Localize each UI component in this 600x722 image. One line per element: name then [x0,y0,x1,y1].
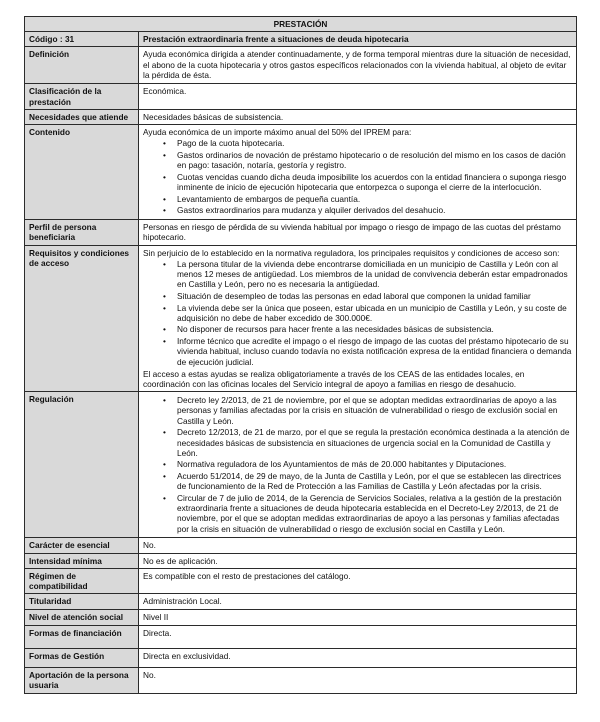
list-item: • Levantamiento de embargos de pequeña cuantía. [177,194,572,204]
title-cell: Prestación extraordinaria frente a situaciones de deuda hipotecaria [139,32,577,47]
list-item: • Gastos ordinarios de novación de préstamo hipotecario o de resolución del mismo en los casos de dación en pago: tasación, notaría, gestoría y registro. [177,150,572,170]
list-item: • Pago de la cuota hipotecaria. [177,138,572,148]
list-item: • La persona titular de la vivienda debe encontrarse domiciliada en un municipio de Castilla y León con al menos 12 meses de antigüedad. Los miembros de la unidad de convivencia deberán estar empadronados en Castilla y León, pero no es necesaria la antigüedad. [177,259,572,290]
value-requisitos [139,245,577,392]
prestacion-sheet [24,16,576,694]
row-intensidad [25,553,577,568]
value-aportacion: No. [139,668,577,693]
list-item: • Cuotas vencidas cuando dicha deuda imposibilite los acuerdos con la entidad financiera o suponga riesgo inminente de inicio de ejecución hipotecaria que entorpezca o suponga el cierre de la interlocución. [177,172,572,192]
label-titularidad: Titularidad [25,594,139,610]
value-contenido [139,125,577,220]
prestacion-table [24,16,577,694]
contenido-list [143,138,572,215]
value-titularidad: Administración Local. [139,594,577,610]
value-regulacion [139,392,577,538]
list-item: • Situación de desempleo de todas las personas en edad laboral que componen la unidad familiar [177,291,572,301]
list-item: • La vivienda debe ser la única que poseen, estar ubicada en un municipio de Castilla y León, y su coste de adquisición no debe de haber excedido de 300.000€. [177,303,572,323]
sheet-header: PRESTACIÓN [25,17,577,32]
label-perfil: Perfil de persona beneficiaria [25,220,139,245]
list-item: • Circular de 7 de julio de 2014, de la Gerencia de Servicios Sociales, relativa a la gestión de la prestación extraordinaria frente a situaciones de deuda hipotecaria establecida en el Decreto-Ley 2/2013, de 21 de noviembre, por el que se adoptan medidas extraordinarias de apoyo a las personas y familias afectadas por la crisis en situación de vulnerabilidad o riesgo de exclusión social en Castilla y León. [177,493,572,534]
requisitos-outro: El acceso a estas ayudas se realiza obligatoriamente a través de los CEAS de las entidades locales, en coordinación con las oficinas locales del Servicio integral de apoyo a familias en riesgo de desahucio. [143,368,525,389]
list-item: • Informe técnico que acredite el impago o el riesgo de impago de las cuotas del préstamo hipotecario de su vivienda habitual, incluso cuando todavía no exista notificación expresa de la entidad financiera o demanda de ejecución judicial. [177,336,572,367]
label-intensidad: Intensidad mínima [25,553,139,568]
label-regulacion: Regulación [25,392,139,538]
label-nivel: Nivel de atención social [25,610,139,626]
row-gestion [25,649,577,668]
value-necesidades: Necesidades básicas de subsistencia. [139,109,577,124]
header-row [25,17,577,32]
list-item: • Acuerdo 51/2014, de 29 de mayo, de la Junta de Castilla y León, por el que se establecen las directrices de funcionamiento de la Red de Protección a las Familias de Castilla y León afectadas por la crisis. [177,471,572,491]
regulacion-list [143,395,572,534]
code-cell: Código : 31 [25,32,139,47]
value-clasificacion: Económica. [139,84,577,109]
list-item: • No disponer de recursos para hacer frente a las necesidades básicas de subsistencia. [177,324,572,334]
row-financiacion [25,626,577,649]
label-caracter: Carácter de esencial [25,538,139,553]
label-clasificacion: Clasificación de la prestación [25,84,139,109]
row-aportacion [25,668,577,693]
row-contenido [25,125,577,220]
label-necesidades: Necesidades que atiende [25,109,139,124]
list-item: • Decreto ley 2/2013, de 21 de noviembre, por el que se adoptan medidas extraordinarias de apoyo a las personas y familias afectadas por la crisis en situación de vulnerabilidad o riesgo de exclusión social en Castilla y León. [177,395,572,426]
row-definicion [25,47,577,84]
row-regimen [25,568,577,593]
row-titularidad [25,594,577,610]
value-perfil: Personas en riesgo de pérdida de su vivienda habitual por impago o riesgo de impago de las cuotas del préstamo hipotecario. [139,220,577,245]
list-item: • Decreto 12/2013, de 21 de marzo, por el que se regula la prestación económica destinada a la atención de necesidades básicas de subsistencia en situaciones de urgencia social en la Comunidad de Castilla y León. [177,427,572,458]
row-requisitos [25,245,577,392]
row-perfil [25,220,577,245]
row-regulacion [25,392,577,538]
title-row [25,32,577,47]
row-necesidades [25,109,577,124]
label-regimen: Régimen de compatibilidad [25,568,139,593]
requisitos-list [143,259,572,367]
value-regimen: Es compatible con el resto de prestaciones del catálogo. [139,568,577,593]
value-caracter: No. [139,538,577,553]
label-definicion: Definición [25,47,139,84]
label-requisitos: Requisitos y condiciones de acceso [25,245,139,392]
value-intensidad: No es de aplicación. [139,553,577,568]
row-clasificacion [25,84,577,109]
row-nivel [25,610,577,626]
row-caracter [25,538,577,553]
value-nivel: Nivel II [139,610,577,626]
value-definicion: Ayuda económica dirigida a atender continuadamente, y de forma temporal mientras dure la situación de necesidad, el abono de la cuota hipotecaria y otros gastos específicos relacionados con la vivienda habitual, al objeto de evitar la pérdida de ésta. [139,47,577,84]
list-item: • Normativa reguladora de los Ayuntamientos de más de 20.000 habitantes y Diputaciones. [177,459,572,469]
value-financiacion: Directa. [139,626,577,649]
label-contenido: Contenido [25,125,139,220]
requisitos-intro: Sin perjuicio de lo establecido en la normativa reguladora, los principales requisitos y condiciones de acceso son: [143,247,560,258]
label-gestion: Formas de Gestión [25,649,139,668]
value-gestion: Directa en exclusividad. [139,649,577,668]
label-aportacion: Aportación de la persona usuaria [25,668,139,693]
list-item: • Gastos extraordinarios para mudanza y alquiler derivados del desahucio. [177,205,572,215]
contenido-intro: Ayuda económica de un importe máximo anual del 50% del IPREM para: [143,127,412,138]
label-financiacion: Formas de financiación [25,626,139,649]
